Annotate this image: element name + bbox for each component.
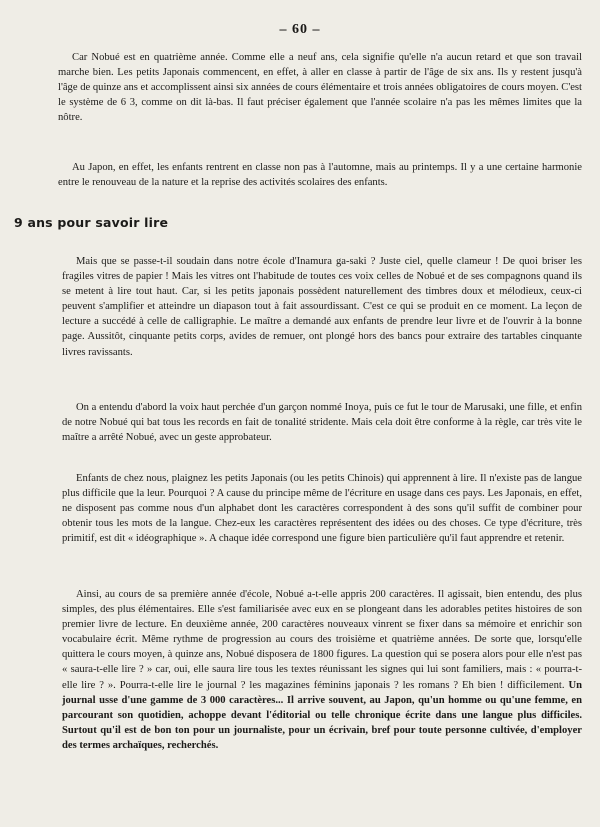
paragraph-school-year: Au Japon, en effet, les enfants rentrent en classe non pas à l'automne, mais au printemps. Il y a une certaine harmonie entre le renouveau de la nature et la reprise des activités scolaires des enfants.	[58, 162, 582, 189]
paragraph-characters-regular-text: Ainsi, au cours de sa première année d'école, Nobué a-t-elle appris 200 caractères. Il agissait, bien entendu, des plus simples, des plus élémentaires. Elle s'est familiarisée avec eux en se plongeant dans les adorables petites histoires de son premier livre de lecture. En deuxième année, 200 caractères nouveaux vinrent se fixer dans sa mémoire et enrichir son vocabulaire écrit. Même rythme de progression au cours des troisième et quatrième années. De sorte que, lorsqu'elle quittera le cours moyen, à quinze ans, Nobué disposera de 1800 figures. La question qui se posera alors pour elle n'est pas « saura-t-elle lire ? » car, oui, elle saura lire tous les textes réunissant les signes qui lui sont familiers, mais : « pourra-t-elle lire ? ». Pourra-t-elle lire le journal ? les magazines féminins japonais ? les romans ? Eh bien ! difficilement.	[62, 589, 582, 691]
paragraph-characters-learned	[62, 587, 582, 753]
paragraph-characters-bold-text: Un journal usse d'une gamme de 3 000 caractères... Il arrive souvent, au Japon, qu'un homme ou qu'une femme, en parcourant son quotidien, achoppe devant l'éditorial ou telle chronique écrite dans une langue plus difficiles. Surtout qu'il est de bon ton pour un journaliste, pour un écrivain, bref pour toute personne cultivée, d'employer des termes archaïques, recherchés.	[62, 679, 582, 751]
paragraph-ideographic-writing: Enfants de chez nous, plaignez les petits Japonais (ou les petits Chinois) qui apprennent à lire. Il n'existe pas de langue plus difficile que la leur. Pourquoi ? A cause du principe même de l'écriture en usage dans ces pays. Les Japonais, en effet, ne disposent pas comme nous d'un alphabet dont les caractères correspondent à des sons qu'il suffit de combiner pour obtenir tous les mots de la langue. Chez-eux les caractères représentent des idées ou des choses. Ce type d'écriture, très primitif, est dit « idéographique ». A chaque idée correspond une figure bien particulière qu'il faut apprendre et retenir.	[62, 473, 582, 545]
page-number: – 60 –	[279, 22, 321, 37]
paragraph-grade-level: Car Nobué est en quatrième année. Comme elle a neuf ans, cela signifie qu'elle n'a aucun retard et que son travail marche bien. Les petits Japonais commencent, en effet, à aller en classe à partir de l'âge de six ans. Ils y restent jusqu'à l'âge de quinze ans et accomplissent ainsi six années de cours élémentaire et trois années obligatoires de cours moyen. C'est le système de 6 3, comme on dit là-bas. Il faut préciser également que l'année scolaire n'a pas les mêmes limites que la nôtre.	[58, 52, 582, 124]
paragraph-reading-lesson: Mais que se passe-t-il soudain dans notre école d'Inamura ga-saki ? Juste ciel, quelle clameur ! De quoi briser les fragiles vitres de papier ! Mais les vitres ont l'habitude de toutes ces voix celles de Nobué et de ses compagnons quand ils se metent à lire tout haut. Car, si les petits japonais possèdent naturellement des timbres doux et mélodieux, ceux-ci peuvent s'amplifier et atteindre un diapason tout à fait assourdissant. C'est ce qui se produit en ce moment. La leçon de lecture a succédé à celle de calligraphie. Le maître a demandé aux enfants de prendre leur livre et de l'ouvrir à la bonne page. Aussitôt, cinquante petits corps, avides de remuer, ont plongé hors des bancs pour extraire des tartables cinquante livres ravissants.	[62, 256, 582, 358]
paragraph-voices: On a entendu d'abord la voix haut perchée d'un garçon nommé Inoya, puis ce fut le tour de Marusaki, une fille, et enfin de notre Nobué qui bat tous les records en fait de tonalité stridente. Mais cela doit être conforme à la règle, car très vite le maître a arrêté Nobué, avec un geste approbateur.	[62, 402, 582, 444]
section-heading: 9 ans pour savoir lire	[14, 215, 169, 230]
